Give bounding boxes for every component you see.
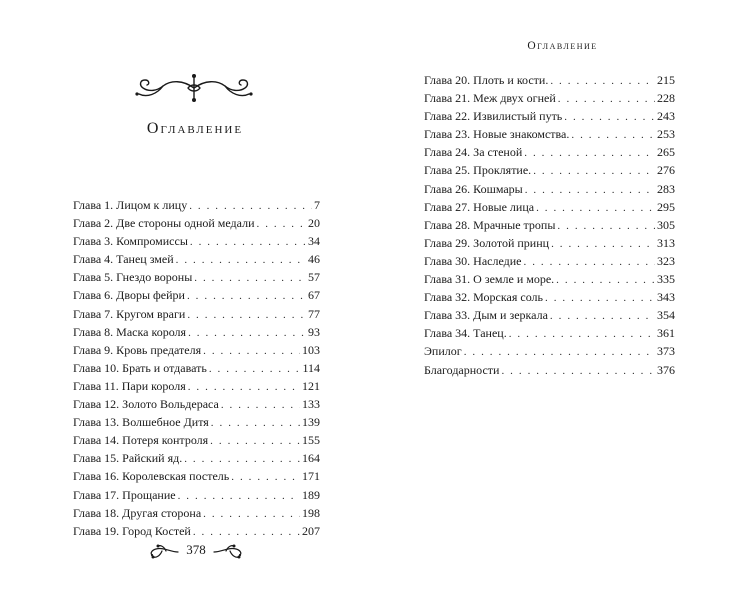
toc-entry xyxy=(424,254,675,272)
toc-entry-page: 265 xyxy=(657,145,675,160)
toc-entry xyxy=(73,198,320,216)
toc-entry xyxy=(424,91,675,109)
toc-entry-page: 155 xyxy=(302,433,320,448)
toc-entry-page: 133 xyxy=(302,397,320,412)
toc-dot-leader xyxy=(558,93,655,105)
toc-dot-leader xyxy=(564,111,655,123)
toc-entry-title: Глава 30. Наследие xyxy=(424,253,522,268)
toc-entry-page: 228 xyxy=(657,91,675,106)
toc-entry xyxy=(73,343,320,361)
toc-entry-title: Глава 17. Прощание xyxy=(73,487,176,502)
toc-entry-page: 343 xyxy=(657,290,675,305)
toc-dot-leader xyxy=(533,165,655,177)
toc-entry-title: Глава 34. Танец. xyxy=(424,326,507,341)
toc-entry xyxy=(424,127,675,145)
toc-list-left xyxy=(73,198,320,542)
toc-dot-leader xyxy=(550,310,655,322)
toc-entry xyxy=(73,488,320,506)
toc-dot-leader xyxy=(194,272,306,284)
toc-dot-leader xyxy=(184,453,300,465)
toc-entry-page: 295 xyxy=(657,199,675,214)
toc-dot-leader xyxy=(557,220,655,232)
toc-entry-page: 313 xyxy=(657,235,675,250)
toc-entry xyxy=(424,272,675,290)
toc-entry-title: Глава 22. Извилистый путь xyxy=(424,109,563,124)
toc-entry-title: Глава 33. Дым и зеркала xyxy=(424,308,548,323)
toc-entry-page: 114 xyxy=(302,360,320,375)
toc-entry xyxy=(73,451,320,469)
toc-entry-title: Глава 32. Морская соль xyxy=(424,290,544,305)
toc-entry-page: 93 xyxy=(308,324,320,339)
toc-entry-title: Глава 23. Новые знакомства. xyxy=(424,127,570,142)
toc-entry-title: Глава 6. Дворы фейри xyxy=(73,288,185,303)
toc-entry-page: 46 xyxy=(308,252,320,267)
toc-entry-title: Глава 13. Волшебное Дитя xyxy=(73,415,209,430)
toc-entry xyxy=(73,307,320,325)
toc-entry xyxy=(73,270,320,288)
toc-entry xyxy=(73,506,320,524)
toc-entry-page: 376 xyxy=(657,362,675,377)
toc-dot-leader xyxy=(550,75,655,87)
toc-dot-leader xyxy=(556,274,655,286)
toc-entry-page: 103 xyxy=(302,342,320,357)
toc-entry-page: 243 xyxy=(657,109,675,124)
toc-dot-leader xyxy=(509,328,655,340)
toc-dot-leader xyxy=(193,526,300,538)
toc-entry-page: 77 xyxy=(308,306,320,321)
toc-entry-page: 121 xyxy=(302,378,320,393)
toc-entry xyxy=(424,73,675,91)
toc-entry xyxy=(73,216,320,234)
page-footer xyxy=(148,540,244,564)
toc-entry xyxy=(424,363,675,381)
toc-entry-title: Глава 5. Гнездо вороны xyxy=(73,270,193,285)
toc-entry-title: Глава 1. Лицом к лицу xyxy=(73,198,188,212)
toc-dot-leader xyxy=(501,365,655,377)
toc-entry-title: Глава 31. О земле и море. xyxy=(424,272,555,287)
toc-entry-title: Глава 3. Компромиссы xyxy=(73,234,188,249)
toc-entry-title: Глава 15. Райский яд. xyxy=(73,451,183,466)
toc-entry-title: Благодарности xyxy=(424,362,500,377)
toc-dot-leader xyxy=(545,292,655,304)
running-head: Оглавление xyxy=(527,40,598,52)
toc-entry-title: Глава 25. Проклятие. xyxy=(424,163,532,178)
toc-entry-title: Глава 24. За стеной xyxy=(424,145,523,160)
right-page xyxy=(375,0,750,605)
toc-entry-page: 34 xyxy=(308,234,320,249)
toc-entry xyxy=(424,344,675,362)
toc-dot-leader xyxy=(210,435,300,447)
toc-entry-page: 207 xyxy=(302,523,320,538)
toc-entry-page: 354 xyxy=(657,308,675,323)
toc-entry-page: 164 xyxy=(302,451,320,466)
toc-entry-title: Глава 8. Маска короля xyxy=(73,324,187,339)
toc-dot-leader xyxy=(178,490,300,502)
toc-entry-page: 189 xyxy=(302,487,320,502)
toc-entry-title: Глава 21. Меж двух огней xyxy=(424,91,556,106)
toc-entry xyxy=(424,200,675,218)
toc-entry-title: Глава 20. Плоть и кости. xyxy=(424,73,549,87)
toc-entry xyxy=(424,308,675,326)
toc-dot-leader xyxy=(524,147,655,159)
toc-entry xyxy=(424,290,675,308)
toc-entry-title: Глава 2. Две стороны одной медали xyxy=(73,216,255,231)
toc-dot-leader xyxy=(524,256,655,268)
toc-entry-page: 67 xyxy=(308,288,320,303)
toc-entry-title: Глава 11. Пари короля xyxy=(73,378,186,393)
toc-entry xyxy=(424,163,675,181)
toc-entry xyxy=(73,288,320,306)
toc-entry-page: 20 xyxy=(308,216,320,231)
toc-entry-page: 171 xyxy=(302,469,320,484)
page-number: 378 xyxy=(186,542,206,557)
toc-entry-page: 323 xyxy=(657,253,675,268)
toc-entry-title: Глава 9. Кровь предателя xyxy=(73,342,202,357)
toc-dot-leader xyxy=(464,346,655,358)
toc-entry xyxy=(424,326,675,344)
toc-dot-leader xyxy=(221,399,300,411)
toc-entry-page: 198 xyxy=(302,505,320,520)
toc-entry-page: 373 xyxy=(657,344,675,359)
toc-dot-leader xyxy=(525,184,655,196)
toc-entry-title: Глава 14. Потеря контроля xyxy=(73,433,209,448)
toc-entry xyxy=(73,469,320,487)
toc-dot-leader xyxy=(203,508,300,520)
toc-entry xyxy=(73,252,320,270)
toc-entry-page: 139 xyxy=(302,415,320,430)
toc-entry-page: 253 xyxy=(657,127,675,142)
toc-entry-page: 283 xyxy=(657,181,675,196)
toc-dot-leader xyxy=(187,290,306,302)
toc-entry-title: Глава 7. Кругом враги xyxy=(73,306,186,321)
toc-entry xyxy=(73,325,320,343)
toc-entry xyxy=(73,397,320,415)
floral-flourish-icon xyxy=(212,543,244,561)
page-title: Оглавление xyxy=(146,120,244,137)
scroll-ornament-icon xyxy=(133,72,255,104)
toc-entry-page: 215 xyxy=(657,73,675,87)
toc-entry-title: Глава 27. Новые лица xyxy=(424,199,535,214)
toc-entry-page: 335 xyxy=(657,272,675,287)
toc-dot-leader xyxy=(188,327,306,339)
toc-dot-leader xyxy=(536,202,655,214)
toc-entry-title: Эпилог xyxy=(424,344,462,359)
toc-entry-title: Глава 28. Мрачные тропы xyxy=(424,217,556,232)
toc-entry-title: Глава 26. Кошмары xyxy=(424,181,523,196)
toc-dot-leader xyxy=(257,218,307,230)
toc-dot-leader xyxy=(203,345,300,357)
toc-dot-leader xyxy=(551,238,655,250)
toc-list-right xyxy=(424,73,675,381)
toc-dot-leader xyxy=(187,309,306,321)
toc-entry xyxy=(73,415,320,433)
toc-entry-title: Глава 19. Город Костей xyxy=(73,523,191,538)
toc-dot-leader xyxy=(209,363,301,375)
toc-dot-leader xyxy=(189,200,312,212)
toc-entry xyxy=(73,234,320,252)
toc-dot-leader xyxy=(231,471,300,483)
toc-entry xyxy=(73,361,320,379)
toc-dot-leader xyxy=(211,417,300,429)
toc-entry-page: 276 xyxy=(657,163,675,178)
toc-entry xyxy=(73,433,320,451)
toc-entry xyxy=(424,218,675,236)
toc-entry-page: 7 xyxy=(314,198,320,212)
toc-entry-page: 361 xyxy=(657,326,675,341)
toc-entry-title: Глава 10. Брать и отдавать xyxy=(73,360,207,375)
toc-entry xyxy=(424,182,675,200)
toc-entry xyxy=(424,236,675,254)
toc-entry xyxy=(424,109,675,127)
toc-dot-leader xyxy=(176,254,306,266)
toc-entry-page: 57 xyxy=(308,270,320,285)
toc-dot-leader xyxy=(571,129,655,141)
toc-entry-title: Глава 12. Золото Вольдераса xyxy=(73,397,219,412)
toc-entry-title: Глава 4. Танец змей xyxy=(73,252,174,267)
toc-entry-title: Глава 18. Другая сторона xyxy=(73,505,202,520)
toc-entry xyxy=(73,379,320,397)
toc-dot-leader xyxy=(190,236,306,248)
toc-dot-leader xyxy=(188,381,300,393)
toc-entry-title: Глава 29. Золотой принц xyxy=(424,235,550,250)
toc-entry xyxy=(424,145,675,163)
toc-entry-title: Глава 16. Королевская постель xyxy=(73,469,230,484)
toc-entry-page: 305 xyxy=(657,217,675,232)
